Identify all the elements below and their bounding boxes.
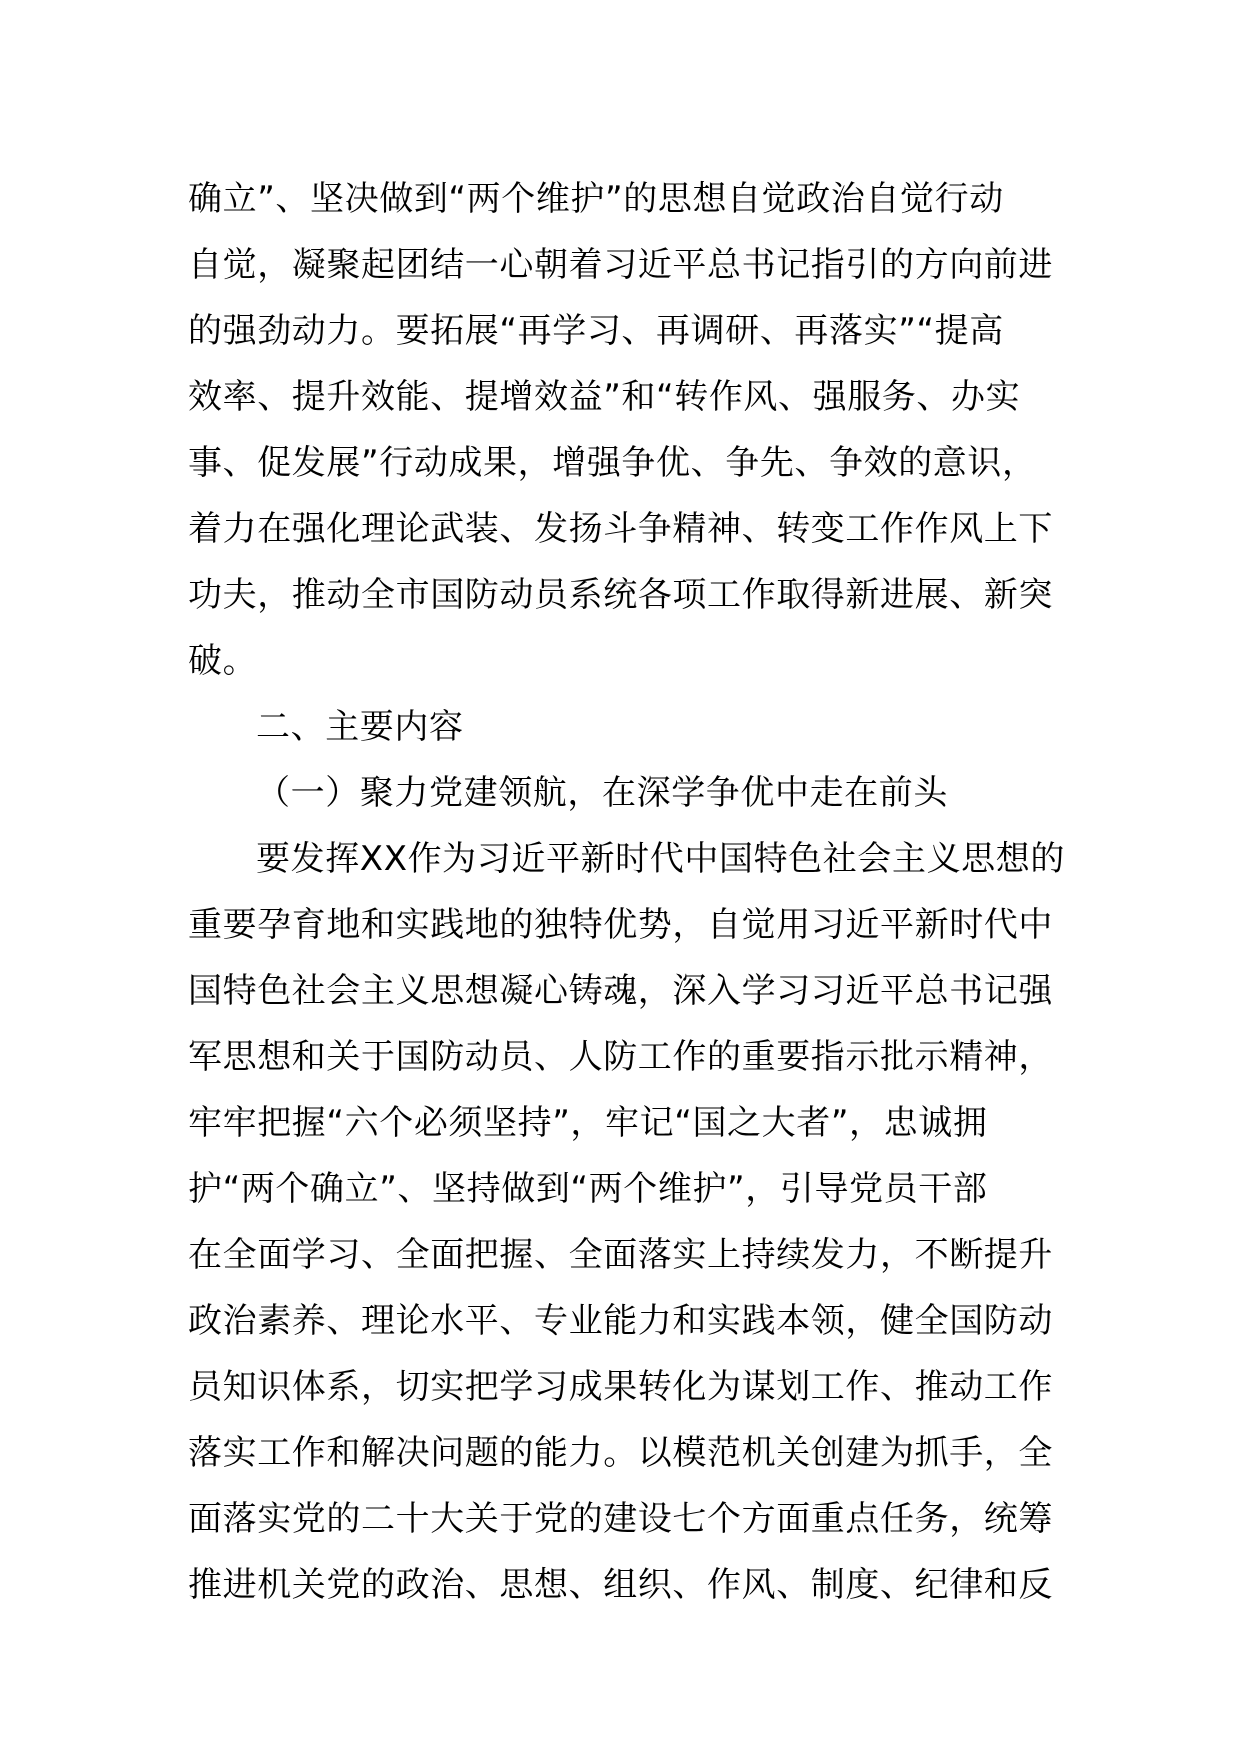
paragraph-line: 在全面学习、全面把握、全面落实上持续发力，不断提升 <box>188 1235 1053 1275</box>
paragraph-line: 的强劲动力。要拓展“再学习、再调研、再落实”“提高 <box>188 311 1004 351</box>
section-heading: 二、主要内容 <box>256 707 464 747</box>
paragraph-line: 国特色社会主义思想凝心铸魂，深入学习习近平总书记强 <box>188 971 1053 1011</box>
paragraph-line: 自觉，凝聚起团结一心朝着习近平总书记指引的方向前进 <box>188 245 1053 285</box>
paragraph-line: 员知识体系，切实把学习成果转化为谋划工作、推动工作 <box>188 1367 1053 1407</box>
paragraph-line: 落实工作和解决问题的能力。以模范机关创建为抓手，全 <box>188 1433 1053 1473</box>
paragraph-line: 面落实党的二十大关于党的建设七个方面重点任务，统筹 <box>188 1499 1053 1539</box>
paragraph-line: 军思想和关于国防动员、人防工作的重要指示批示精神， <box>188 1037 1053 1077</box>
paragraph-line: 效率、提升效能、提增效益”和“转作风、强服务、办实 <box>188 377 1021 417</box>
paragraph-line: 推进机关党的政治、思想、组织、作风、制度、纪律和反 <box>188 1565 1053 1605</box>
subsection-heading: （一）聚力党建领航，在深学争优中走在前头 <box>256 773 948 813</box>
paragraph-line: 事、促发展”行动成果，增强争优、争先、争效的意识， <box>188 443 1037 483</box>
paragraph-line: 政治素养、理论水平、专业能力和实践本领，健全国防动 <box>188 1301 1053 1341</box>
paragraph-line: 破。 <box>188 641 258 681</box>
paragraph-line: 要发挥XX作为习近平新时代中国特色社会主义思想的 <box>256 839 1065 879</box>
paragraph-line: 功夫，推动全市国防动员系统各项工作取得新进展、新突 <box>188 575 1053 615</box>
paragraph-line: 着力在强化理论武装、发扬斗争精神、转变工作作风上下 <box>188 509 1053 549</box>
paragraph-line: 护“两个确立”、坚持做到“两个维护”，引导党员干部 <box>188 1169 988 1209</box>
paragraph-line: 重要孕育地和实践地的独特优势，自觉用习近平新时代中 <box>188 905 1053 945</box>
paragraph-line: 牢牢把握“六个必须坚持”，牢记“国之大者”，忠诚拥 <box>188 1103 988 1143</box>
document-body <box>188 166 1068 1618</box>
paragraph-line: 确立”、坚决做到“两个维护”的思想自觉政治自觉行动 <box>188 179 1004 219</box>
